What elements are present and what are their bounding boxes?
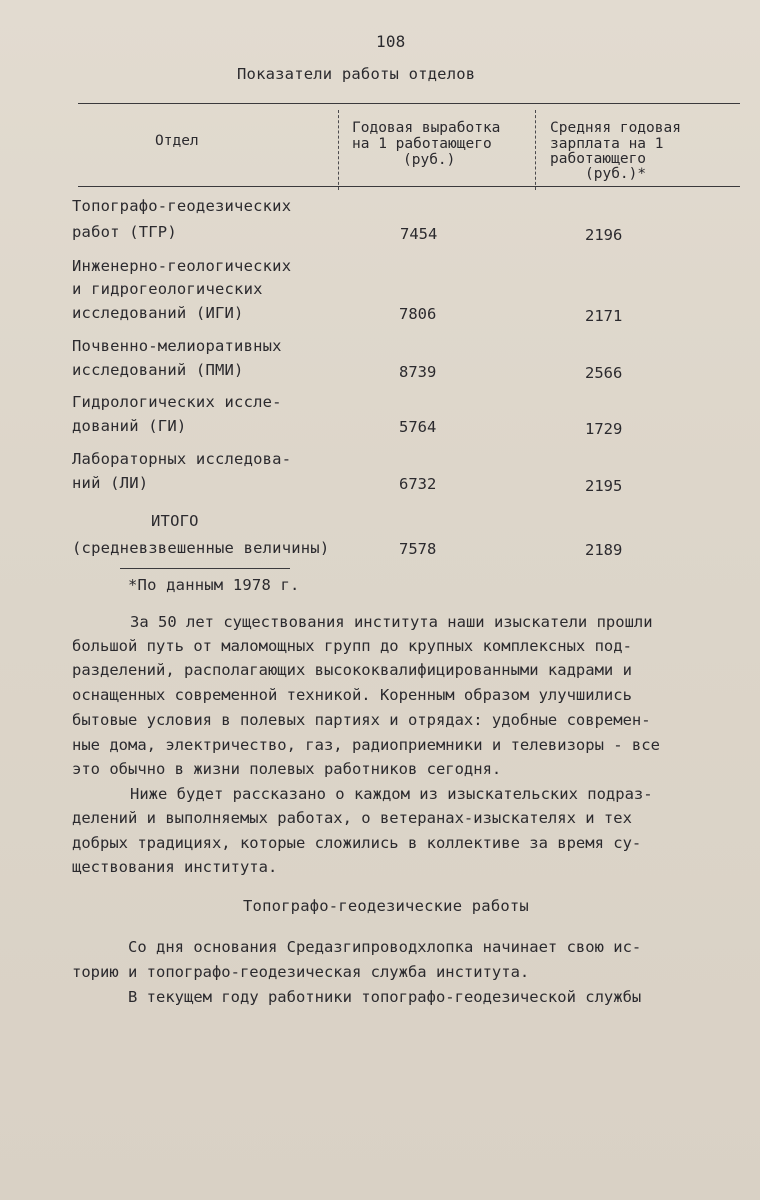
total-sublabel: (средневзвешенные величины) [72,539,330,557]
column-header-salary-line2: зарплата на 1 [550,136,664,152]
column-header-salary-line1: Средняя годовая [550,120,681,136]
column-header-output-line3: (руб.) [403,152,456,168]
table-top-rule [78,103,740,104]
table-header-rule [78,186,740,187]
row-2-output: 7806 [399,305,437,323]
column-header-output-line1: Годовая выработка [352,120,501,136]
row-3-label-line1: Почвенно-мелиоративных [72,337,282,355]
total-salary: 2189 [585,541,623,559]
paragraph-3-line: В текущем году работники топографо-геодезической службы [128,988,642,1006]
row-5-label-line1: Лабораторных исследова- [72,450,292,468]
row-4-label-line2: дований (ГИ) [72,417,187,435]
column-header-output-line2: на 1 работающего [352,136,492,152]
paragraph-2-line: делений и выполняемых работах, о ветеранах-изыскателях и тех [72,809,632,827]
row-3-label-line2: исследований (ПМИ) [72,361,244,379]
row-3-output: 8739 [399,363,437,381]
row-2-salary: 2171 [585,307,623,325]
section-heading: Топографо-геодезические работы [243,897,529,915]
paragraph-1-line: большой путь от маломощных групп до крупных комплексных под- [72,637,632,655]
footnote-rule [120,568,290,569]
table-title: Показатели работы отделов [237,65,476,83]
footnote: *По данным 1978 г. [128,576,300,594]
column-header-department: Отдел [155,133,199,149]
paragraph-1-line: это обычно в жизни полевых работников сегодня. [72,760,502,778]
paragraph-1-line: За 50 лет существования института наши изыскатели прошли [130,613,653,631]
row-2-label-line3: исследований (ИГИ) [72,304,244,322]
paragraph-1-line: оснащенных современной техникой. Коренным образом улучшились [72,686,632,704]
row-3-salary: 2566 [585,364,623,382]
row-1-salary: 2196 [585,226,623,244]
paragraph-1-line: ные дома, электричество, газ, радиоприемники и телевизоры - все [72,736,660,754]
column-divider-2 [535,110,536,190]
paragraph-1-line: бытовые условия в полевых партиях и отрядах: удобные современ- [72,711,651,729]
paragraph-2-line: добрых традициях, которые сложились в коллективе за время су- [72,834,642,852]
row-2-label-line1: Инженерно-геологических [72,257,292,275]
row-1-label-line2: работ (ТГР) [72,223,177,241]
row-1-label-line1: Топографо-геодезических [72,197,292,215]
row-5-salary: 2195 [585,477,623,495]
total-label: ИТОГО [151,512,199,530]
paragraph-2-line: Ниже будет рассказано о каждом из изыскательских подраз- [130,785,653,803]
row-4-salary: 1729 [585,420,623,438]
total-output: 7578 [399,540,437,558]
paragraph-3-line: Со дня основания Средазгипроводхлопка начинает свою ис- [128,938,642,956]
row-4-label-line1: Гидрологических иссле- [72,393,282,411]
column-header-salary-line3: работающего [550,151,647,167]
page-number: 108 [376,32,406,51]
paragraph-2-line: ществования института. [72,858,278,876]
column-divider-1 [338,110,339,190]
row-5-label-line2: ний (ЛИ) [72,474,149,492]
row-2-label-line2: и гидрогеологических [72,280,263,298]
paragraph-1-line: разделений, располагающих высококвалифицированными кадрами и [72,661,632,679]
row-1-output: 7454 [400,225,438,243]
row-4-output: 5764 [399,418,437,436]
column-header-salary-line4: (руб.)* [585,166,647,182]
paragraph-3-line: торию и топографо-геодезическая служба института. [72,963,530,981]
row-5-output: 6732 [399,475,437,493]
